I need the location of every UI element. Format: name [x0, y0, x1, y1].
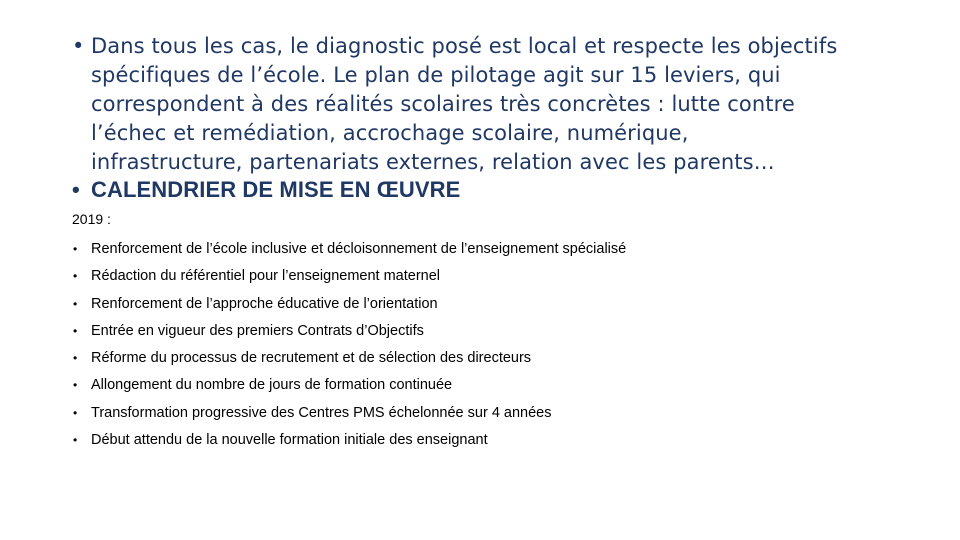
list-item: [72, 427, 626, 454]
list-item: [72, 291, 626, 318]
bullet-icon: •: [73, 242, 78, 256]
list-item-text: Réforme du processus de recrutement et de sélection des directeurs: [91, 350, 532, 367]
bullet-icon: •: [73, 433, 78, 448]
bullet-icon: •: [73, 351, 78, 366]
intro-line: spécifiques de l’école. Le plan de pilotage agit sur 15 leviers, qui: [91, 63, 781, 87]
list-item: [72, 318, 626, 345]
list-item: [72, 236, 626, 263]
calendar-items-list: [72, 236, 626, 454]
list-item-text: Allongement du nombre de jours de formation continuée: [91, 377, 453, 394]
list-item: [72, 372, 626, 399]
list-item-text: Transformation progressive des Centres PMS échelonnée sur 4 années: [91, 404, 552, 421]
calendar-heading-bullet: [72, 175, 891, 204]
list-item-text: Entrée en vigueur des premiers Contrats d’Objectifs: [91, 322, 424, 339]
list-item: [72, 345, 626, 372]
list-item-text: Renforcement de l’approche éducative de l’orientation: [91, 295, 438, 312]
list-item-text: Rédaction du référentiel pour l’enseignement maternel: [91, 268, 441, 285]
list-item: [72, 400, 626, 427]
bullet-icon: •: [73, 405, 78, 420]
calendar-heading: CALENDRIER DE MISE EN ŒUVRE: [91, 177, 461, 202]
list-item-text: Début attendu de la nouvelle formation initiale des enseignant: [91, 432, 488, 449]
bullet-icon: •: [72, 177, 80, 202]
list-item: [72, 263, 626, 290]
intro-line: infrastructure, partenariats externes, relation avec les parents…: [91, 150, 775, 174]
bullet-icon: •: [73, 323, 78, 338]
intro-line: correspondent à des réalités scolaires très concrètes : lutte contre: [91, 92, 795, 116]
intro-line: l’échec et remédiation, accrochage scolaire, numérique,: [91, 121, 689, 145]
bullet-icon: •: [73, 378, 78, 393]
bullet-icon: •: [73, 296, 78, 311]
bullet-icon: •: [72, 34, 85, 58]
list-item-text: Renforcement de l’école inclusive et décloisonnement de l’enseignement spécialisé: [91, 241, 627, 257]
intro-line: Dans tous les cas, le diagnostic posé est local et respecte les objectifs: [91, 34, 838, 58]
bullet-icon: •: [73, 269, 78, 284]
year-label: 2019 :: [72, 211, 111, 227]
intro-bullet: [72, 32, 891, 177]
intro-paragraph: [91, 32, 891, 177]
